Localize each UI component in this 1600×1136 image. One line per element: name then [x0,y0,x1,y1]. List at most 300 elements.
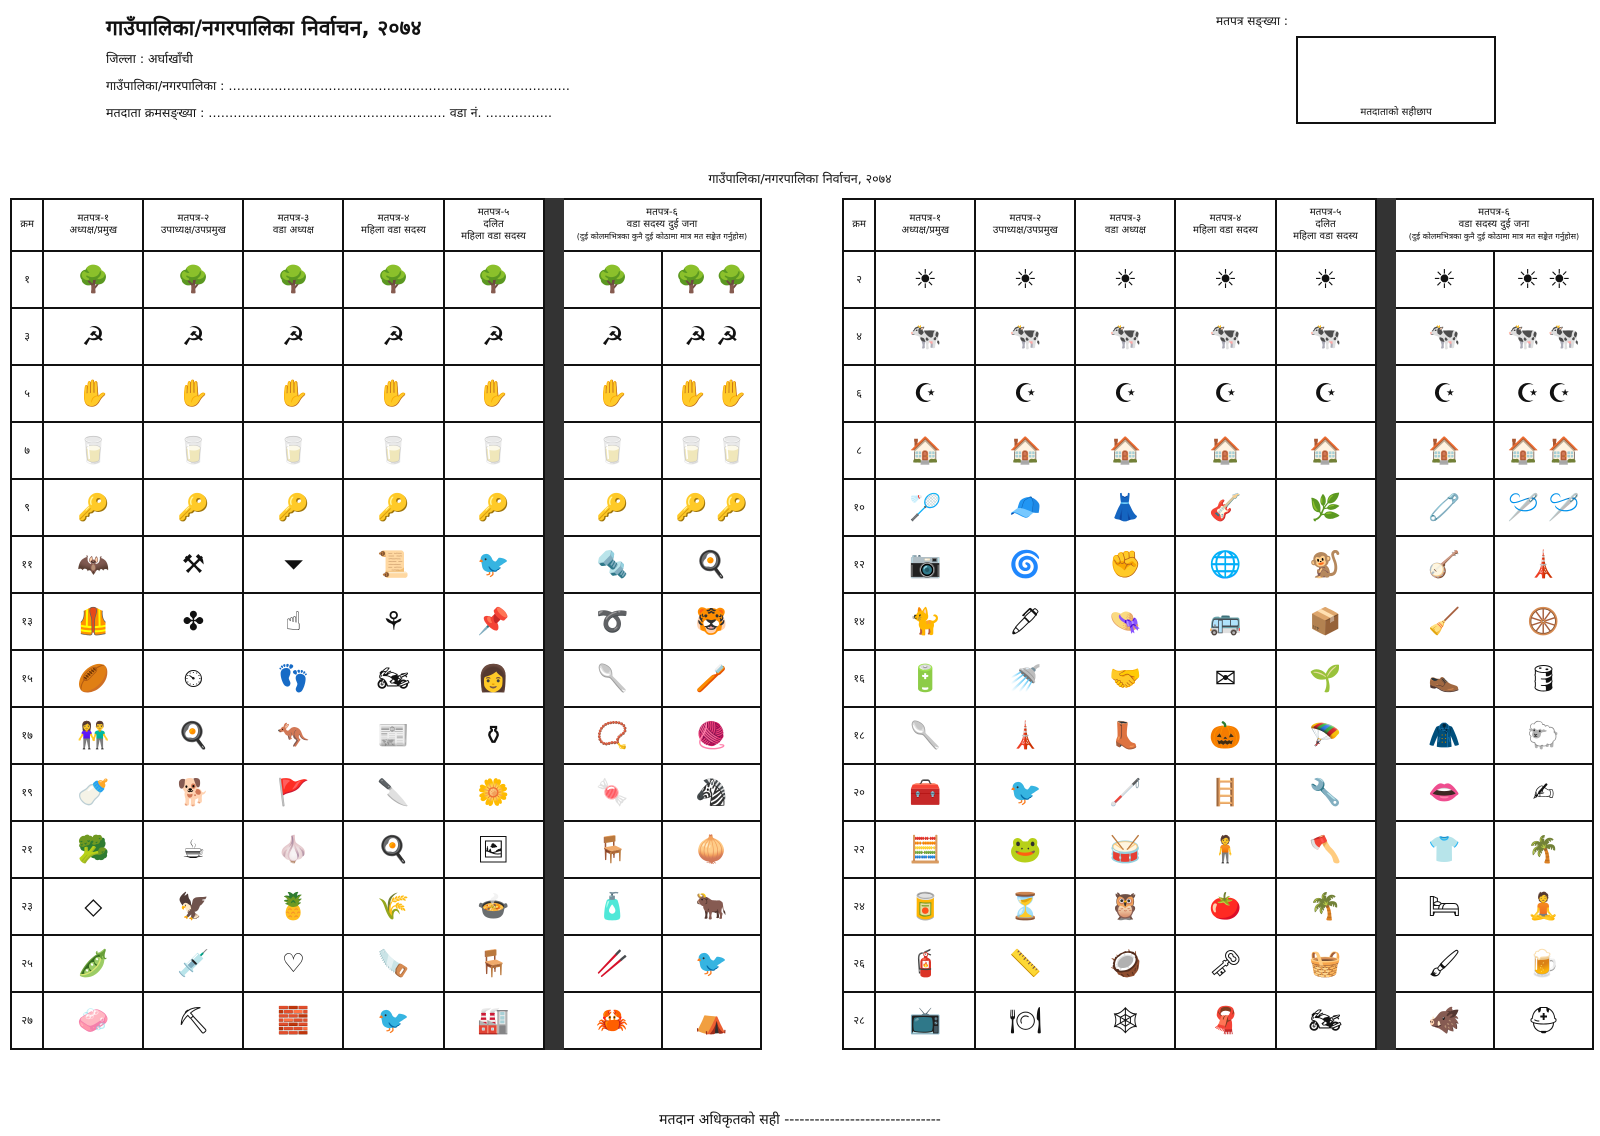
table-row [11,935,761,992]
ballot-1-header-line: अध्यक्ष/प्रमुख [69,225,118,236]
vote-cell[interactable] [1494,365,1593,422]
vote-cell[interactable] [975,650,1075,707]
vote-cell[interactable] [1395,935,1494,992]
cow-icon: 🐄 [909,321,942,352]
vote-cell[interactable] [1395,365,1494,422]
vote-cell[interactable] [1395,251,1494,308]
vote-cell[interactable] [1075,308,1175,365]
vote-cell[interactable] [1494,422,1593,479]
vote-cell[interactable] [444,251,544,308]
vote-cell[interactable] [1175,479,1275,536]
vote-cell[interactable] [143,479,243,536]
mixed-icon: 🧢 [1009,492,1042,523]
cow-icon: 🐄 🐄 [1506,321,1580,352]
vote-cell[interactable] [243,422,343,479]
vote-cell[interactable] [1075,422,1175,479]
column-divider [1376,422,1395,479]
mixed-icon: 🍅 [1209,891,1242,922]
vote-cell[interactable] [1175,935,1275,992]
table-row [11,536,761,593]
vote-cell[interactable] [875,422,975,479]
vote-cell[interactable] [875,992,975,1049]
vote-cell[interactable] [662,251,761,308]
row-number: १५ [11,650,43,707]
column-divider [544,479,563,536]
vote-cell[interactable] [1075,593,1175,650]
vote-cell[interactable] [1395,308,1494,365]
vote-cell[interactable] [1494,821,1593,878]
vote-cell[interactable] [143,422,243,479]
row-number: २३ [11,878,43,935]
ballot-2-header-line: उपाध्यक्ष/उपप्रमुख [992,225,1058,236]
vote-cell[interactable] [563,308,662,365]
vote-cell[interactable] [1175,251,1275,308]
vote-cell[interactable] [1175,593,1275,650]
vote-cell[interactable] [1395,992,1494,1049]
vote-cell[interactable] [875,764,975,821]
mixed-icon: 🏉 [77,663,110,694]
vote-cell[interactable] [662,650,761,707]
column-divider [544,536,563,593]
mixed-icon: 🪚 [377,948,410,979]
tree-icon: 🌳 [477,264,510,295]
vote-cell[interactable] [143,878,243,935]
vote-cell[interactable] [43,308,143,365]
vote-cell[interactable] [143,821,243,878]
vote-cell[interactable] [1175,821,1275,878]
vote-cell[interactable] [975,365,1075,422]
vote-cell[interactable] [143,365,243,422]
vote-cell[interactable] [43,878,143,935]
vote-cell[interactable] [343,935,443,992]
vote-cell[interactable] [1075,536,1175,593]
vote-cell[interactable] [143,707,243,764]
vote-cell[interactable] [143,536,243,593]
mixed-icon: 🌿 [1309,492,1342,523]
vote-cell[interactable] [563,479,662,536]
vote-cell[interactable] [243,479,343,536]
row-number: १४ [843,593,875,650]
mixed-icon: 📿 [596,720,629,751]
vote-cell[interactable] [975,308,1075,365]
vote-cell[interactable] [875,251,975,308]
serial-header [843,199,875,251]
vote-cell[interactable] [43,593,143,650]
vote-cell[interactable] [875,308,975,365]
mixed-icon: 🥫 [909,891,942,922]
vote-cell[interactable] [243,650,343,707]
vote-cell[interactable] [243,878,343,935]
vote-cell[interactable] [1276,365,1376,422]
vote-cell[interactable] [1494,764,1593,821]
vote-cell[interactable] [1276,821,1376,878]
vote-cell[interactable] [1276,650,1376,707]
vote-cell[interactable] [563,422,662,479]
vote-cell[interactable] [444,878,544,935]
vote-cell[interactable] [1276,479,1376,536]
vote-cell[interactable] [1276,308,1376,365]
mixed-icon: ⚱ [482,720,505,751]
vote-cell[interactable] [662,992,761,1049]
vote-cell[interactable] [1494,650,1593,707]
vote-cell[interactable] [43,650,143,707]
hand-icon: ✋ [77,378,110,409]
mixed-icon: 🪑 [477,948,510,979]
vote-cell[interactable] [444,308,544,365]
vote-cell[interactable] [1494,878,1593,935]
mixed-icon: 🍽 [1008,1005,1042,1036]
vote-cell[interactable] [343,992,443,1049]
vote-cell[interactable] [143,251,243,308]
vote-cell[interactable] [875,536,975,593]
row-number: १९ [11,764,43,821]
vote-cell[interactable] [1494,593,1593,650]
mixed-icon: 👣 [277,663,310,694]
vote-cell[interactable] [43,821,143,878]
vote-cell[interactable] [343,650,443,707]
vote-cell[interactable] [143,992,243,1049]
vote-cell[interactable] [43,764,143,821]
vote-cell[interactable] [343,479,443,536]
vote-cell[interactable] [343,593,443,650]
table-row [11,650,761,707]
table-row [843,365,1593,422]
vote-cell[interactable] [343,878,443,935]
sickle-star-icon: ☪ [1013,378,1038,409]
ballot-2-header-line: मतपत्र-२ [177,213,210,224]
mixed-icon: 🐦 [477,549,510,580]
vote-cell[interactable] [43,536,143,593]
vote-cell[interactable] [1276,992,1376,1049]
vote-cell[interactable] [975,764,1075,821]
vote-cell[interactable] [444,821,544,878]
row-number: २० [843,764,875,821]
vote-cell[interactable] [975,422,1075,479]
table-row [843,422,1593,479]
serial-header-label: क्रम [852,219,866,230]
vote-cell[interactable] [875,707,975,764]
vote-cell[interactable] [1175,707,1275,764]
vote-cell[interactable] [1494,935,1593,992]
row-number: २४ [843,878,875,935]
house-icon: 🏠 [1428,435,1461,466]
vote-cell[interactable] [662,764,761,821]
vote-cell[interactable] [143,764,243,821]
vote-cell[interactable] [444,992,544,1049]
vote-cell[interactable] [1175,878,1275,935]
vote-cell[interactable] [1276,422,1376,479]
vote-cell[interactable] [444,707,544,764]
vote-cell[interactable] [444,536,544,593]
vote-cell[interactable] [343,821,443,878]
vote-cell[interactable] [975,251,1075,308]
mixed-icon: 👩 [477,663,510,694]
mixed-icon: ✉ [1214,663,1237,694]
vote-cell[interactable] [1175,365,1275,422]
mixed-icon: 🚿 [1009,663,1042,694]
vote-cell[interactable] [1395,479,1494,536]
ballot-5-header-line: मतपत्र-५ [477,207,510,218]
ballot-4-header-line: मतपत्र-४ [1209,213,1242,224]
vote-cell[interactable] [1494,308,1593,365]
vote-cell[interactable] [343,251,443,308]
vote-cell[interactable] [1395,707,1494,764]
vote-cell[interactable] [563,650,662,707]
mixed-icon: 🪓 [1309,834,1342,865]
row-number: २ [843,251,875,308]
vote-cell[interactable] [444,593,544,650]
vote-cell[interactable] [1276,764,1376,821]
vote-cell[interactable] [343,365,443,422]
vote-cell[interactable] [43,365,143,422]
hammer-sickle-circle-icon: ☭ ☭ [684,321,739,352]
vote-cell[interactable] [243,251,343,308]
key-icon: 🔑 [377,492,410,523]
vote-cell[interactable] [563,992,662,1049]
vote-cell[interactable] [875,935,975,992]
sickle-star-icon: ☪ [1213,378,1238,409]
glass-icon: 🥛 [177,435,210,466]
mixed-icon: 👞 [1428,663,1461,694]
vote-cell[interactable] [43,422,143,479]
mixed-icon: 📌 [477,606,510,637]
vote-cell[interactable] [243,365,343,422]
mixed-icon: ⏲ [183,663,204,694]
table-row [843,308,1593,365]
vote-cell[interactable] [444,764,544,821]
mixed-icon: 🐂 [695,891,728,922]
vote-cell[interactable] [1395,821,1494,878]
vote-cell[interactable] [444,365,544,422]
column-divider [544,199,563,251]
section-title: गाउँपालिका/नगरपालिका निर्वाचन, २०७४ [708,171,892,186]
vote-cell[interactable] [1276,593,1376,650]
vote-cell[interactable] [143,935,243,992]
mixed-icon: 🦯 [1109,777,1142,808]
vote-cell[interactable] [1276,707,1376,764]
mixed-icon: 🪜 [1209,777,1242,808]
vote-cell[interactable] [1395,764,1494,821]
vote-cell[interactable] [343,308,443,365]
vote-cell[interactable] [343,707,443,764]
vote-cell[interactable] [43,251,143,308]
mixed-icon: ➰ [596,606,629,637]
key-icon: 🔑 🔑 [674,492,748,523]
vote-cell[interactable] [1494,251,1593,308]
vote-cell[interactable] [1395,593,1494,650]
vote-cell[interactable] [875,821,975,878]
vote-cell[interactable] [875,479,975,536]
ballot-5-header-line: मतपत्र-५ [1309,207,1342,218]
vote-cell[interactable] [662,707,761,764]
vote-cell[interactable] [662,365,761,422]
vote-cell[interactable] [1494,536,1593,593]
vote-cell[interactable] [1075,992,1175,1049]
vote-cell[interactable] [243,536,343,593]
mixed-icon: 🧮 [909,834,942,865]
vote-cell[interactable] [975,707,1075,764]
vote-cell[interactable] [1075,251,1175,308]
mixed-icon: 🛢 [1526,663,1560,694]
vote-cell[interactable] [563,935,662,992]
column-divider [1376,479,1395,536]
vote-cell[interactable] [1075,764,1175,821]
vote-cell[interactable] [563,536,662,593]
vote-cell[interactable] [563,593,662,650]
column-divider [544,308,563,365]
ballot-5-header [444,199,544,251]
ballot-6-header [1395,199,1593,251]
ballot-3-header-line: मतपत्र-३ [1109,213,1142,224]
vote-cell[interactable] [1075,479,1175,536]
table-row [843,821,1593,878]
table-row [843,536,1593,593]
vote-cell[interactable] [563,764,662,821]
vote-cell[interactable] [1175,764,1275,821]
vote-cell[interactable] [1075,650,1175,707]
vote-cell[interactable] [875,650,975,707]
vote-cell[interactable] [343,764,443,821]
vote-cell[interactable] [243,707,343,764]
vote-cell[interactable] [1494,992,1593,1049]
mixed-icon: 🧣 [1209,1005,1242,1036]
mixed-icon: ☝ [285,606,302,637]
vote-cell[interactable] [975,479,1075,536]
vote-cell[interactable] [563,878,662,935]
vote-cell[interactable] [1395,878,1494,935]
vote-cell[interactable] [1075,707,1175,764]
mixed-icon: 🍳 [177,720,210,751]
vote-cell[interactable] [662,308,761,365]
sun-icon: ☀ [1213,264,1238,295]
vote-cell[interactable] [1075,365,1175,422]
mixed-icon: 🗼 [1009,720,1042,751]
serial-header-label: क्रम [20,219,34,230]
vote-cell[interactable] [1175,536,1275,593]
vote-cell[interactable] [975,821,1075,878]
vote-cell[interactable] [43,992,143,1049]
vote-cell[interactable] [662,479,761,536]
cow-icon: 🐄 [1009,321,1042,352]
vote-cell[interactable] [975,536,1075,593]
mixed-icon: 🍳 [695,549,728,580]
vote-cell[interactable] [143,308,243,365]
vote-cell[interactable] [1075,878,1175,935]
vote-cell[interactable] [563,707,662,764]
vote-cell[interactable] [662,935,761,992]
vote-cell[interactable] [444,935,544,992]
mixed-icon: 🌐 [1209,549,1242,580]
vote-cell[interactable] [43,479,143,536]
vote-cell[interactable] [662,536,761,593]
vote-cell[interactable] [1276,251,1376,308]
vote-cell[interactable] [975,992,1075,1049]
vote-cell[interactable] [1395,536,1494,593]
vote-cell[interactable] [1395,422,1494,479]
mixed-icon: 🤝 [1109,663,1142,694]
ballot-4-header-line: मतपत्र-४ [377,213,410,224]
ballot-5-header [1276,199,1376,251]
vote-cell[interactable] [662,821,761,878]
sickle-star-icon: ☪ [1313,378,1338,409]
vote-cell[interactable] [1175,992,1275,1049]
vote-cell[interactable] [343,536,443,593]
mixed-icon: 🐦 [377,1005,410,1036]
vote-cell[interactable] [444,650,544,707]
hand-icon: ✋ [477,378,510,409]
hammer-sickle-circle-icon: ☭ [600,321,625,352]
vote-cell[interactable] [875,878,975,935]
vote-cell[interactable] [662,878,761,935]
vote-cell[interactable] [1494,479,1593,536]
glass-icon: 🥛 🥛 [674,435,748,466]
vote-cell[interactable] [662,422,761,479]
vote-cell[interactable] [444,422,544,479]
mixed-icon: 🧹 [1428,606,1461,637]
vote-cell[interactable] [563,821,662,878]
vote-cell[interactable] [1276,935,1376,992]
vote-cell[interactable] [43,707,143,764]
vote-cell[interactable] [444,479,544,536]
vote-cell[interactable] [243,593,343,650]
vote-cell[interactable] [1494,707,1593,764]
row-number: ४ [843,308,875,365]
mixed-icon: ⛺ [695,1005,728,1036]
vote-cell[interactable] [662,593,761,650]
vote-cell[interactable] [1276,878,1376,935]
vote-cell[interactable] [243,821,343,878]
vote-cell[interactable] [243,935,343,992]
mixed-icon: 📺 [909,1005,942,1036]
row-number: १० [843,479,875,536]
vote-cell[interactable] [1175,422,1275,479]
vote-cell[interactable] [143,650,243,707]
vote-cell[interactable] [343,422,443,479]
table-row [843,764,1593,821]
vote-cell[interactable] [563,365,662,422]
mixed-icon: 🦓 [695,777,728,808]
mixed-icon: ✤ [182,606,205,637]
vote-cell[interactable] [1395,650,1494,707]
ballot-3-header [243,199,343,251]
vote-cell[interactable] [1175,308,1275,365]
row-number: ५ [11,365,43,422]
hammer-sickle-circle-icon: ☭ [381,321,406,352]
mixed-icon: 🫛 [77,948,110,979]
vote-cell[interactable] [563,251,662,308]
vote-cell[interactable] [1175,650,1275,707]
cow-icon: 🐄 [1209,321,1242,352]
vote-cell[interactable] [1075,935,1175,992]
sickle-star-icon: ☪ [1113,378,1138,409]
vote-cell[interactable] [875,593,975,650]
mixed-icon: 📰 [377,720,410,751]
vote-cell[interactable] [1276,536,1376,593]
vote-cell[interactable] [875,365,975,422]
mixed-icon: 🐯 [695,606,728,637]
vote-cell[interactable] [1075,821,1175,878]
vote-cell[interactable] [143,593,243,650]
vote-cell[interactable] [243,764,343,821]
row-number: २७ [11,992,43,1049]
vote-cell[interactable] [975,878,1075,935]
vote-cell[interactable] [975,935,1075,992]
vote-cell[interactable] [243,992,343,1049]
vote-cell[interactable] [975,593,1075,650]
voter-signature-box [1296,36,1496,124]
vote-cell[interactable] [43,935,143,992]
vote-cell[interactable] [243,308,343,365]
